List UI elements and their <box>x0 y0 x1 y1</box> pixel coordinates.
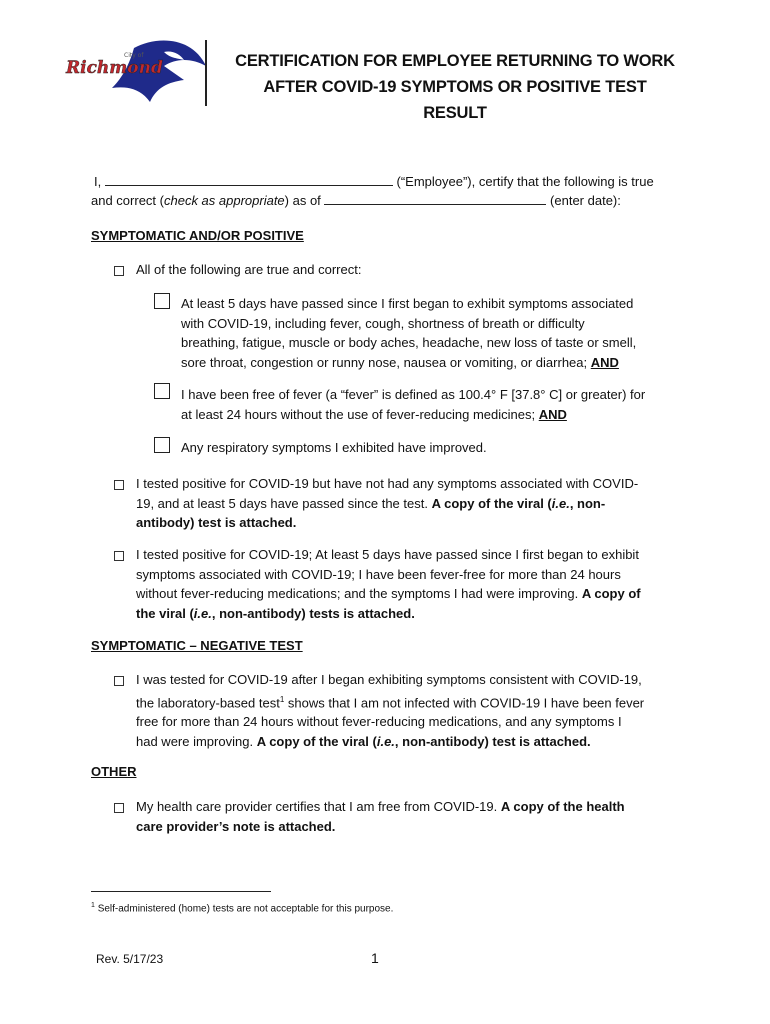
title-line-3: RESULT <box>423 104 487 122</box>
option-negative-test: I was tested for COVID-19 after I began exhibiting symptoms consistent with COVID-19, the laboratory-based test$^1$ shows that I am not infected with COVID-19 I have been fever free for more than 24 hours without fever-reducing medications, and any symptoms I had were improving. A copy of the viral (i.e., non-antibody) test is attached. <box>136 672 645 749</box>
checkbox-fever-free[interactable] <box>154 383 170 399</box>
logo-divider <box>205 40 207 106</box>
checkbox-positive-with-symptoms[interactable] <box>114 551 124 561</box>
intro-line-1: I, (“Employee”), certify that the following is true <box>94 174 654 189</box>
option-positive-with-symptoms: I tested positive for COVID-19; At least 5 days have passed since I first began to exhibit symptoms associated with COVID-19; I have been fever-free for more than 24 hours without fever-reducing medications; and the symptoms I had were improving. A copy of the viral (i.e., non-antibody) tests is attached. <box>136 547 641 621</box>
checkbox-five-days-symptoms[interactable] <box>154 293 170 309</box>
page-number: 1 <box>371 950 379 966</box>
option-provider-note: My health care provider certifies that I am free from COVID-19. A copy of the health care provider’s note is attached. <box>136 799 625 834</box>
footnote-divider <box>91 891 271 892</box>
checkbox-positive-no-symptoms[interactable] <box>114 480 124 490</box>
section-heading-symptomatic-positive: SYMPTOMATIC AND/OR POSITIVE <box>91 228 304 243</box>
section-heading-other: OTHER <box>91 764 137 779</box>
svg-text:City of: City of <box>124 52 144 59</box>
revision-date: Rev. 5/17/23 <box>96 952 164 966</box>
footnote-ref: 1 <box>279 694 285 704</box>
title-line-1: CERTIFICATION FOR EMPLOYEE RETURNING TO WORK <box>235 52 675 70</box>
date-field[interactable] <box>324 192 546 205</box>
sub-option-fever-free: I have been free of fever (a “fever” is defined as 100.4° F [37.8° C] or greater) for at least 24 hours without the use of fever-reducing medicines; AND <box>181 387 646 422</box>
checkbox-provider-note[interactable] <box>114 803 124 813</box>
city-logo <box>64 36 209 108</box>
checkbox-all-true[interactable] <box>114 266 124 276</box>
employee-name-field[interactable] <box>105 173 393 186</box>
checkbox-respiratory-improved[interactable] <box>154 437 170 453</box>
svg-text:Richmond: Richmond <box>66 58 163 78</box>
footnote: $^1$ Self-administered (home) tests are not acceptable for this purpose. <box>91 902 394 915</box>
option-all-true-label: All of the following are true and correct: <box>136 262 362 277</box>
sub-option-five-days: At least 5 days have passed since I first began to exhibit symptoms associated with COVID-19, including fever, cough, shortness of breath or difficulty breathing, fatigue, muscle or body aches, headache, new loss of taste or smell, sore throat, congestion or runny nose, nausea or vomiting, or diarrhea; AND <box>181 296 637 370</box>
title-line-2: AFTER COVID-19 SYMPTOMS OR POSITIVE TEST <box>263 78 647 96</box>
sub-option-respiratory: Any respiratory symptoms I exhibited have improved. <box>181 440 487 455</box>
intro-line-2: and correct (check as appropriate) as of (enter date): <box>91 193 621 208</box>
checkbox-negative-test[interactable] <box>114 676 124 686</box>
section-heading-negative-test: SYMPTOMATIC – NEGATIVE TEST <box>91 638 303 653</box>
document-title <box>215 48 695 126</box>
option-positive-no-symptoms: I tested positive for COVID-19 but have not had any symptoms associated with COVID- 19, and at least 5 days have passed since the test. A copy of the viral (i.e., non- antibody) test is attached. <box>136 476 639 530</box>
